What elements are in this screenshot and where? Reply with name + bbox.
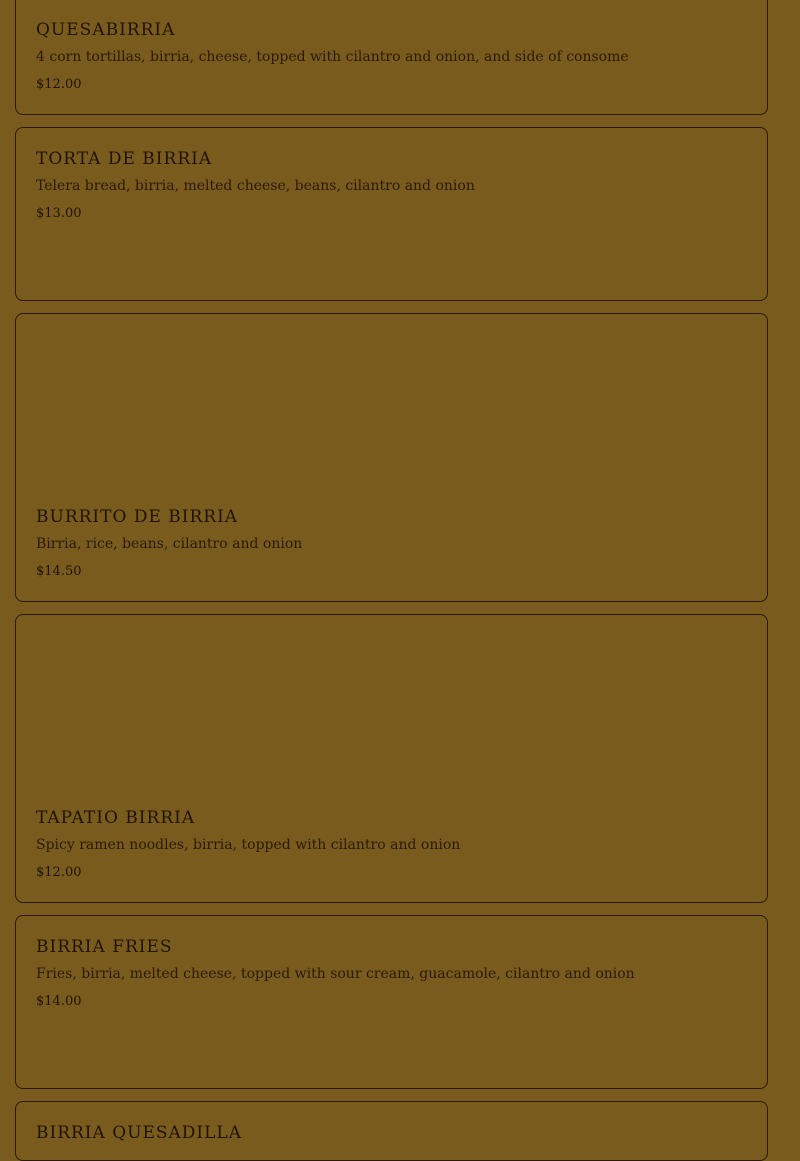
menu-item-card[interactable]: [15, 127, 768, 301]
menu-item-card[interactable]: [15, 1101, 768, 1161]
menu-item-name: BIRRIA QUESADILLA: [36, 1123, 243, 1143]
menu-item-description: Telera bread, birria, melted cheese, beans, cilantro and onion: [36, 178, 475, 194]
menu-item-name: BIRRIA FRIES: [36, 937, 173, 957]
menu-item-image-area: [16, 314, 767, 494]
menu-item-name: QUESABIRRIA: [36, 20, 176, 40]
menu-item-description: Birria, rice, beans, cilantro and onion: [36, 536, 303, 552]
menu-item-name: TAPATIO BIRRIA: [36, 808, 196, 828]
menu-item-card[interactable]: [15, 915, 768, 1089]
menu-item-price: $14.00: [36, 994, 82, 1009]
menu-item-description: Spicy ramen noodles, birria, topped with cilantro and onion: [36, 837, 461, 853]
menu-item-description: 4 corn tortillas, birria, cheese, topped with cilantro and onion, and side of consome: [36, 49, 629, 65]
menu-item-price: $13.00: [36, 206, 82, 221]
menu-item-price: $12.00: [36, 865, 82, 880]
menu-item-image-area: [16, 615, 767, 795]
menu-item-price: $12.00: [36, 77, 82, 92]
menu-item-price: $14.50: [36, 564, 82, 579]
menu-item-card[interactable]: [15, 313, 768, 602]
menu-item-card[interactable]: [15, 614, 768, 903]
menu-item-description: Fries, birria, melted cheese, topped with sour cream, guacamole, cilantro and onion: [36, 966, 635, 982]
menu-item-name: BURRITO DE BIRRIA: [36, 507, 239, 527]
menu-item-name: TORTA DE BIRRIA: [36, 149, 213, 169]
menu-item-card[interactable]: [15, 0, 768, 115]
